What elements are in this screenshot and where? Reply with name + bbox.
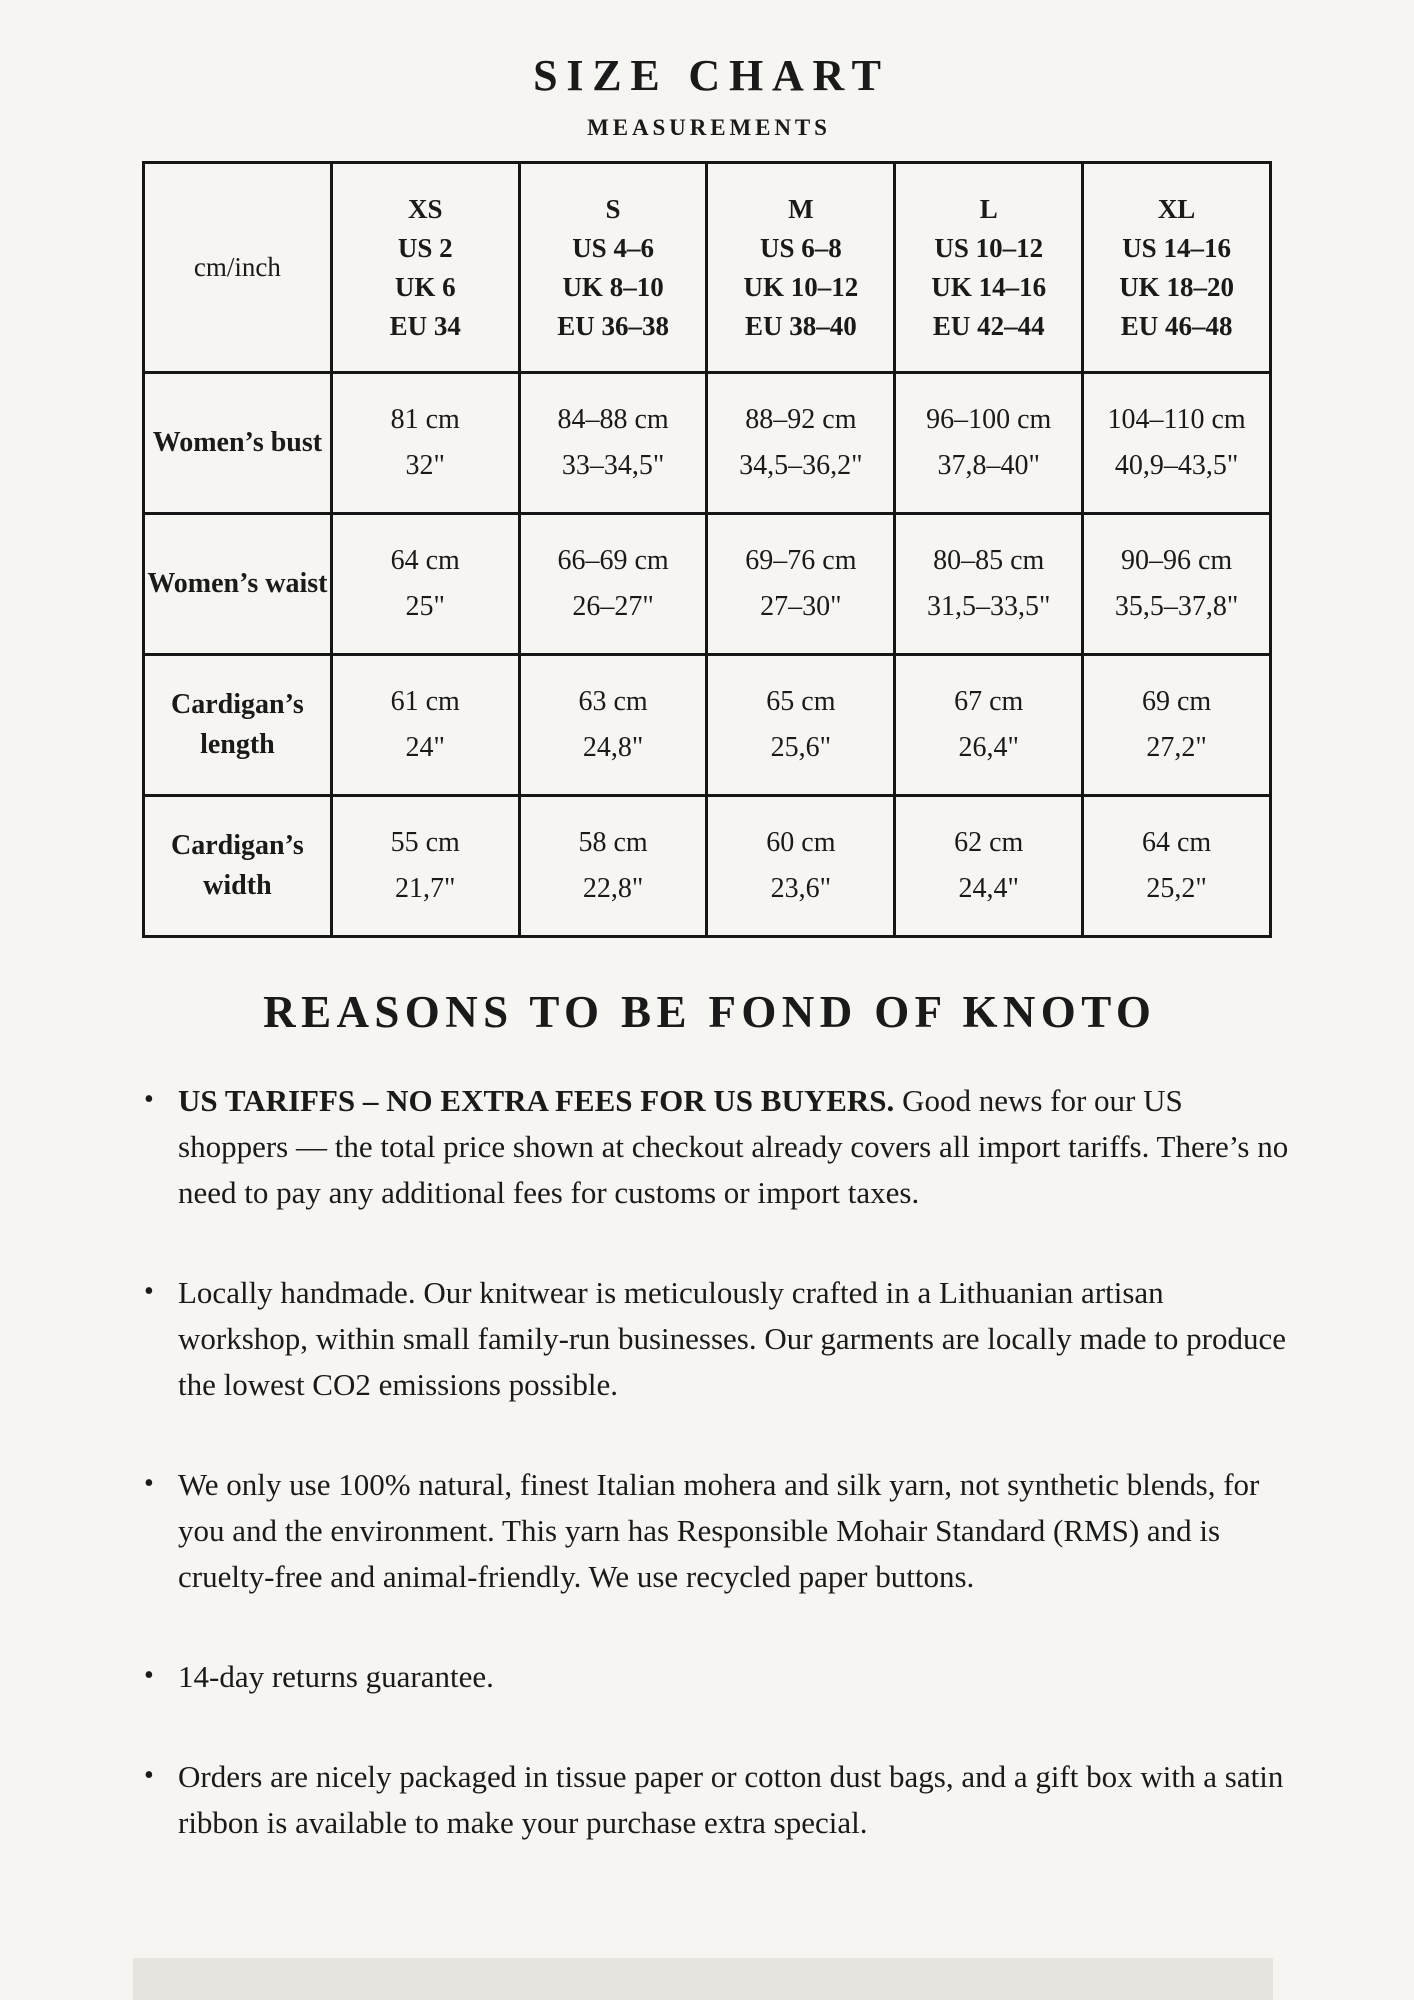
row-label: Women’s waist [144,514,332,655]
eu-size: EU 38–40 [745,310,857,341]
size-label: S [605,193,621,224]
uk-size: UK 18–20 [1119,271,1234,302]
us-size: US 6–8 [760,232,842,263]
inch-value: 24,8" [582,732,644,763]
bullet-text: Orders are nicely packaged in tissue paper or cotton dust bags, and a gift box with a satin ribbon is available to make your purchase extra special. [178,1759,1284,1840]
list-item [142,1654,1292,1700]
inch-value: 27,2" [1146,732,1207,763]
inch-value: 25,6" [770,732,832,763]
measurement-cell [895,514,1083,655]
list-item [142,1754,1292,1846]
measurement-cell [331,514,519,655]
eu-size: EU 36–38 [557,310,669,341]
bullet-icon: • [144,1084,154,1115]
measurement-cell [895,796,1083,937]
list-item [142,1462,1292,1600]
size-column-header-s [519,163,707,373]
cm-value: 61 cm [390,686,460,717]
size-column-header-m [707,163,895,373]
size-label: XS [407,193,443,224]
bullet-text: Good news for our US shoppers — the total price shown at checkout already covers all import tariffs. There’s no need to pay any additional fees for customs or import taxes. [178,1083,1289,1210]
size-label: M [788,193,814,224]
row-label: Cardigan’s width [144,796,332,937]
measurement-cell [1083,514,1271,655]
uk-size: UK 8–10 [562,271,664,302]
cm-value: 58 cm [578,827,648,858]
inch-value: 35,5–37,8" [1114,591,1239,622]
measurement-cell [519,655,707,796]
table-row-cardigans-width [144,796,1271,937]
bullet-icon: • [144,1660,154,1691]
uk-size: UK 14–16 [931,271,1047,302]
size-column-header-l [895,163,1083,373]
size-label: XL [1157,193,1196,224]
next-section-edge [133,1958,1273,2000]
cm-value: 60 cm [766,827,836,858]
reasons-list [0,1078,1414,1846]
inch-value: 21,7" [395,873,456,904]
cm-value: 67 cm [954,686,1024,717]
list-item [142,1270,1292,1408]
bullet-icon: • [144,1760,154,1791]
inch-value: 26–27" [572,591,654,622]
inch-value: 25,2" [1146,873,1207,904]
us-size: US 14–16 [1122,232,1231,263]
size-chart-table [142,161,1272,938]
size-chart-header-row [144,163,1271,373]
measurement-cell [895,655,1083,796]
bullet-bold-lead: US TARIFFS – NO EXTRA FEES FOR US BUYERS. [178,1083,895,1118]
measurement-cell [519,373,707,514]
cm-value: 66–69 cm [557,545,669,576]
inch-value: 27–30" [760,591,842,622]
eu-size: EU 34 [389,310,461,341]
inch-value: 32" [405,450,445,481]
inch-value: 25" [405,591,445,622]
inch-value: 34,5–36,2" [739,450,863,481]
cm-value: 80–85 cm [933,545,1045,576]
cm-value: 65 cm [766,686,836,717]
measurement-cell [519,796,707,937]
page-title: SIZE CHART [533,51,890,100]
size-column-header-xs [331,163,519,373]
uk-size: UK 10–12 [743,271,859,302]
cm-value: 62 cm [954,827,1024,858]
inch-value: 22,8" [582,873,644,904]
size-label: L [979,193,998,224]
eu-size: EU 46–48 [1120,310,1233,341]
cm-value: 81 cm [390,404,460,435]
cm-value: 104–110 cm [1107,404,1246,435]
measurement-cell [519,514,707,655]
measurement-cell [707,373,895,514]
table-row-cardigans-length [144,655,1271,796]
measurement-cell [895,373,1083,514]
cm-value: 55 cm [390,827,460,858]
measurement-cell [331,373,519,514]
eu-size: EU 42–44 [932,310,1045,341]
inch-value: 23,6" [770,873,832,904]
row-label: Women’s bust [144,373,332,514]
cm-value: 64 cm [1141,827,1212,858]
measurement-cell [331,655,519,796]
inch-value: 31,5–33,5" [927,591,1051,622]
table-row-womens-waist [144,514,1271,655]
inch-value: 40,9–43,5" [1114,450,1239,481]
measurement-cell [1083,796,1271,937]
table-row-womens-bust [144,373,1271,514]
inch-value: 24,4" [958,873,1019,904]
cm-value: 96–100 cm [926,404,1052,435]
reasons-heading: REASONS TO BE FOND OF KNOTO [263,987,1157,1037]
inch-value: 24" [405,732,445,763]
cm-value: 88–92 cm [745,404,857,435]
us-size: US 4–6 [572,232,654,263]
cm-value: 64 cm [390,545,460,576]
inch-value: 37,8–40" [937,450,1040,481]
uk-size: UK 6 [394,271,456,302]
measurement-cell [1083,373,1271,514]
inch-value: 33–34,5" [561,450,665,481]
us-size: US 10–12 [934,232,1044,263]
bullet-icon: • [144,1468,154,1499]
bullet-text: We only use 100% natural, finest Italian mohera and silk yarn, not synthetic blends, for you and the environment. This yarn has Responsible Mohair Standard (RMS) and is cruelty-free and animal-friendly. We use recycled paper buttons. [178,1467,1260,1594]
measurement-cell [331,796,519,937]
cm-value: 63 cm [578,686,648,717]
measurement-cell [707,796,895,937]
corner-unit-cell: cm/inch [144,163,332,373]
measurement-cell [1083,655,1271,796]
bullet-text: 14-day returns guarantee. [178,1659,494,1694]
list-item [142,1078,1292,1216]
page-subtitle: MEASUREMENTS [587,115,831,140]
cm-value: 84–88 cm [557,404,669,435]
cm-value: 69–76 cm [745,545,857,576]
measurement-cell [707,655,895,796]
cm-value: 90–96 cm [1120,545,1233,576]
inch-value: 26,4" [958,732,1019,763]
bullet-icon: • [144,1276,154,1307]
us-size: US 2 [397,232,453,263]
cm-value: 69 cm [1141,686,1212,717]
measurement-cell [707,514,895,655]
size-column-header-xl [1083,163,1271,373]
bullet-text: Locally handmade. Our knitwear is meticulously crafted in a Lithuanian artisan workshop, within small family-run businesses. Our garments are locally made to produce the lowest CO2 emissions possible. [178,1275,1286,1402]
row-label: Cardigan’s length [144,655,332,796]
